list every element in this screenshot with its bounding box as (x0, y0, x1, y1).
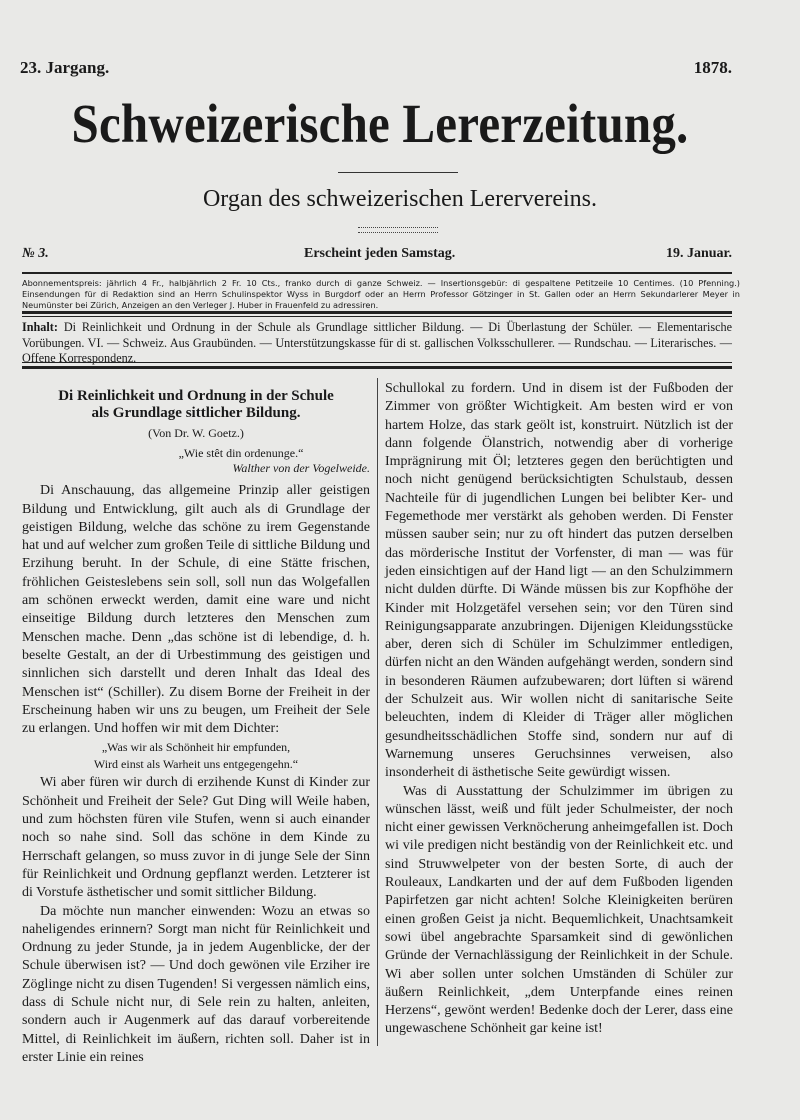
epigraph-source: Walther von der Vogelweide. (232, 461, 370, 476)
quote-line: Wird einst als Warheit uns entgegengehn.“ (93, 757, 299, 772)
right-column (385, 380, 733, 1039)
year-label: 1878. (693, 58, 732, 77)
issue-number: № 3. (22, 246, 49, 261)
divider-rule (22, 311, 732, 314)
issue-date: 19. Januar. (665, 246, 732, 261)
column-divider (377, 378, 378, 1046)
subscription-note: Abonnementspreis: jährlich 4 Fr., halbjährlich 2 Fr. 10 Cts., franko durch di ganze Schweiz. — Insertionsgebür: di gespaltene Petitzeile 10 Centimes. (10 Pfenning.) Einsendungen für di Redaktion sind an Herrn Schulinspektor Wyss in Burgdorf oder an Herrn Professor Götzinger in St. Gallen oder an Herrn Sekundarlerer Meyer in Neumünster bei Zürich, Anzeigen an den Verleger J. Huber in Frauenfeld zu adressiren. (22, 278, 740, 310)
masthead-rule (338, 172, 458, 173)
paragraph: Wi aber füren wir durch di erzihende Kunst di Kinder zur Schönheit und Freiheit der Sele? Gut Ding will Weile haben, und zum höchsten füren vile Stufen, wenn si auch einander noch so nahe sind. Soll das schöne in dem Kinde zu Herrschaft gelangen, so muss zuvor in di junge Sele der Sinn für Reinlichkeit und Ordnung gepflanzt werden. Letzterer ist di Vorstufe ästhetischer und somit sittlicher Bildung. (22, 775, 370, 901)
volume-label: 23. Jargang. (20, 58, 110, 77)
left-column (22, 380, 370, 1067)
contents-label: Inhalt: (22, 320, 58, 334)
publication-schedule: Erscheint jeden Samstag. (304, 246, 456, 261)
divider-rule (22, 316, 732, 317)
divider-rule (22, 362, 732, 363)
article-author: (Von Dr. W. Goetz.) (148, 426, 244, 440)
paragraph: Di Anschauung, das allgemeine Prinzip aller geistigen Bildung und Entwicklung, gilt auch als di Grundlage der geistigen Bildung, welche das schöne zu irem Gegenstande hat und auf welcher zum großen Teile di sittliche Bildung und Erzihung beruht. In der Schule, di eine Stätte frischen, fröhlichen Geisteslebens sein soll, soll nun das Wolgefallen am schönen erweckt werden, damit eine ware und nicht einseitige Bildung durch letzteres den Menschen zum Menschen mache. Denn „das schöne ist di lebendige, d. h. beselte Gestalt, an der di Urbestimmung des geistigen und sinnlichen sich darstellt und deren Inhalt das Ideal des Menschen ist“ (Schiller). Zu disem Borne der Freiheit in der Erscheinung haben wir uns zu beugen, um Freiheit der Sele zu erlangen. Und hoffen wir mit dem Dichter: (22, 483, 370, 737)
ornamental-rule (358, 227, 438, 233)
article-title-line: als Grundlage sittlicher Bildung. (91, 405, 301, 421)
header-top-line (20, 58, 732, 80)
paragraph: Schullokal zu fordern. Und in disem ist der Fußboden der Zimmer von größter Wichtigkeit. Am besten wird er von hartem Holze, das stark geölt ist, konstruirt. Nützlich ist der dann folgende Ölanstrich, notwendig aber di vorherige Imprägnirung mit Öl; letzteres gegen den berüchtigten und noch nicht genügend berücksichtigten Schulstaub, dessen Nachteile für di jugendlichen Lungen bei belibter Ker- und Fegemethode mer verstärkt als gehoben werden. Di Fenster müssen sauber sein; nur zu oft hindert das putzen derselben das mörderische Institut der Vorfenster, di man — was für jeden einsichtigen auf der Hand ligt — an den Schulzimmern nicht dulden dürfte. Di Wände müssen bis zur Kopfhöhe der Kinder mit Holzgetäfel versehen sein; vor den Türen sind Reinigungsapparate anzubringen. Dijenigen Kleidungsstücke aber, deren sich di Schüler im Schulzimmer entledigen, dürfen nicht an den Wänden aufgehängt werden, sondern sind in besonderen Räumen aufzubewaren; dort lüften si wärend der Schulzeit aus. Wir wollen nicht di sanitarische Seite beleuchten, indem di Kleider di Träger aller möglichen gesundheitsschädlichen Stoffe sind, sondern nur auf di Warnemung unseres Geruchsinnes verweisen, also insonderheit di ästhetische Seite gewürdigt wissen. (385, 381, 733, 781)
epigraph: „Wie stêt din ordenunge.“ (178, 446, 304, 461)
quote-line: „Was wir als Schönheit hir empfunden, (101, 740, 291, 755)
table-of-contents (22, 320, 732, 367)
contents-text: Di Reinlichkeit und Ordnung in der Schule als Grundlage sittlicher Bildung. — Di Überlastung der Schüler. — Elementarische Vorübungen. VI. — Schweiz. Aus Graubünden. — Unterstützungskasse für di st. gallischen Volksschullerer. — Rundschau. — Literarisches. — Offene Korrespondenz. (22, 320, 732, 366)
issue-line (22, 246, 732, 266)
article-title-line: Di Reinlichkeit und Ordnung in der Schule (58, 388, 334, 404)
article-title (22, 388, 370, 422)
masthead-title: Schweizerische Lererzeitung. (71, 92, 689, 155)
paragraph: Da möchte nun mancher einwenden: Wozu an etwas so naheligendes erinnern? Sorgt man nicht für Reinlichkeit und Ordnung zu jeder Stunde, ja in jedem Augenblicke, der der Schule überwisen ist? — Und doch gewönen vile Erziher ire Zöglinge nicht zu disen Tugenden! Si vergessen nämlich eins, dass di Schule nicht nur, di Sele rein zu halten, anleiten, sondern auch ir Augenmerk auf das darauf vorbereitende Mittel, di Reinlichkeit im äußern, richten soll. Daher ist in erster Linie ein reines (22, 903, 370, 1065)
masthead-subtitle: Organ des schweizerischen Lerervereins. (202, 186, 598, 212)
paragraph: Was di Ausstattung der Schulzimmer im übrigen zu wünschen lässt, weiß und fült jeder Schulmeister, der noch nicht einer gewissen Verknöcherung anheimgefallen ist. Doch wi vile predigen nicht beständig von der Reinlichkeit etc. und sind Struwwelpeter von der besten Sorte, di auch der Rouleaux, Landkarten und der auf dem Fußboden ligenden Papirfetzen gar nicht achten! Solche Kleinigkeiten berüren einen großen Geist ja nicht. Bequemlichkeit, Unachtsamkeit sowi übel angebrachte Sparsamkeit sind di gewönlichen Gründe der Vernachlässigung der Reinlichkeit in der Schule. Wi aber sollen unter solchen Umständen di Schüler zur äußern Reinlichkeit, „dem Unterpfande eines reinen Herzens“, gewönt werden! Bedenke doch der Lerer, dass eine ungewaschene Schönheit gar keine ist! (385, 783, 733, 1037)
divider-rule (22, 272, 732, 274)
divider-rule (22, 366, 732, 369)
